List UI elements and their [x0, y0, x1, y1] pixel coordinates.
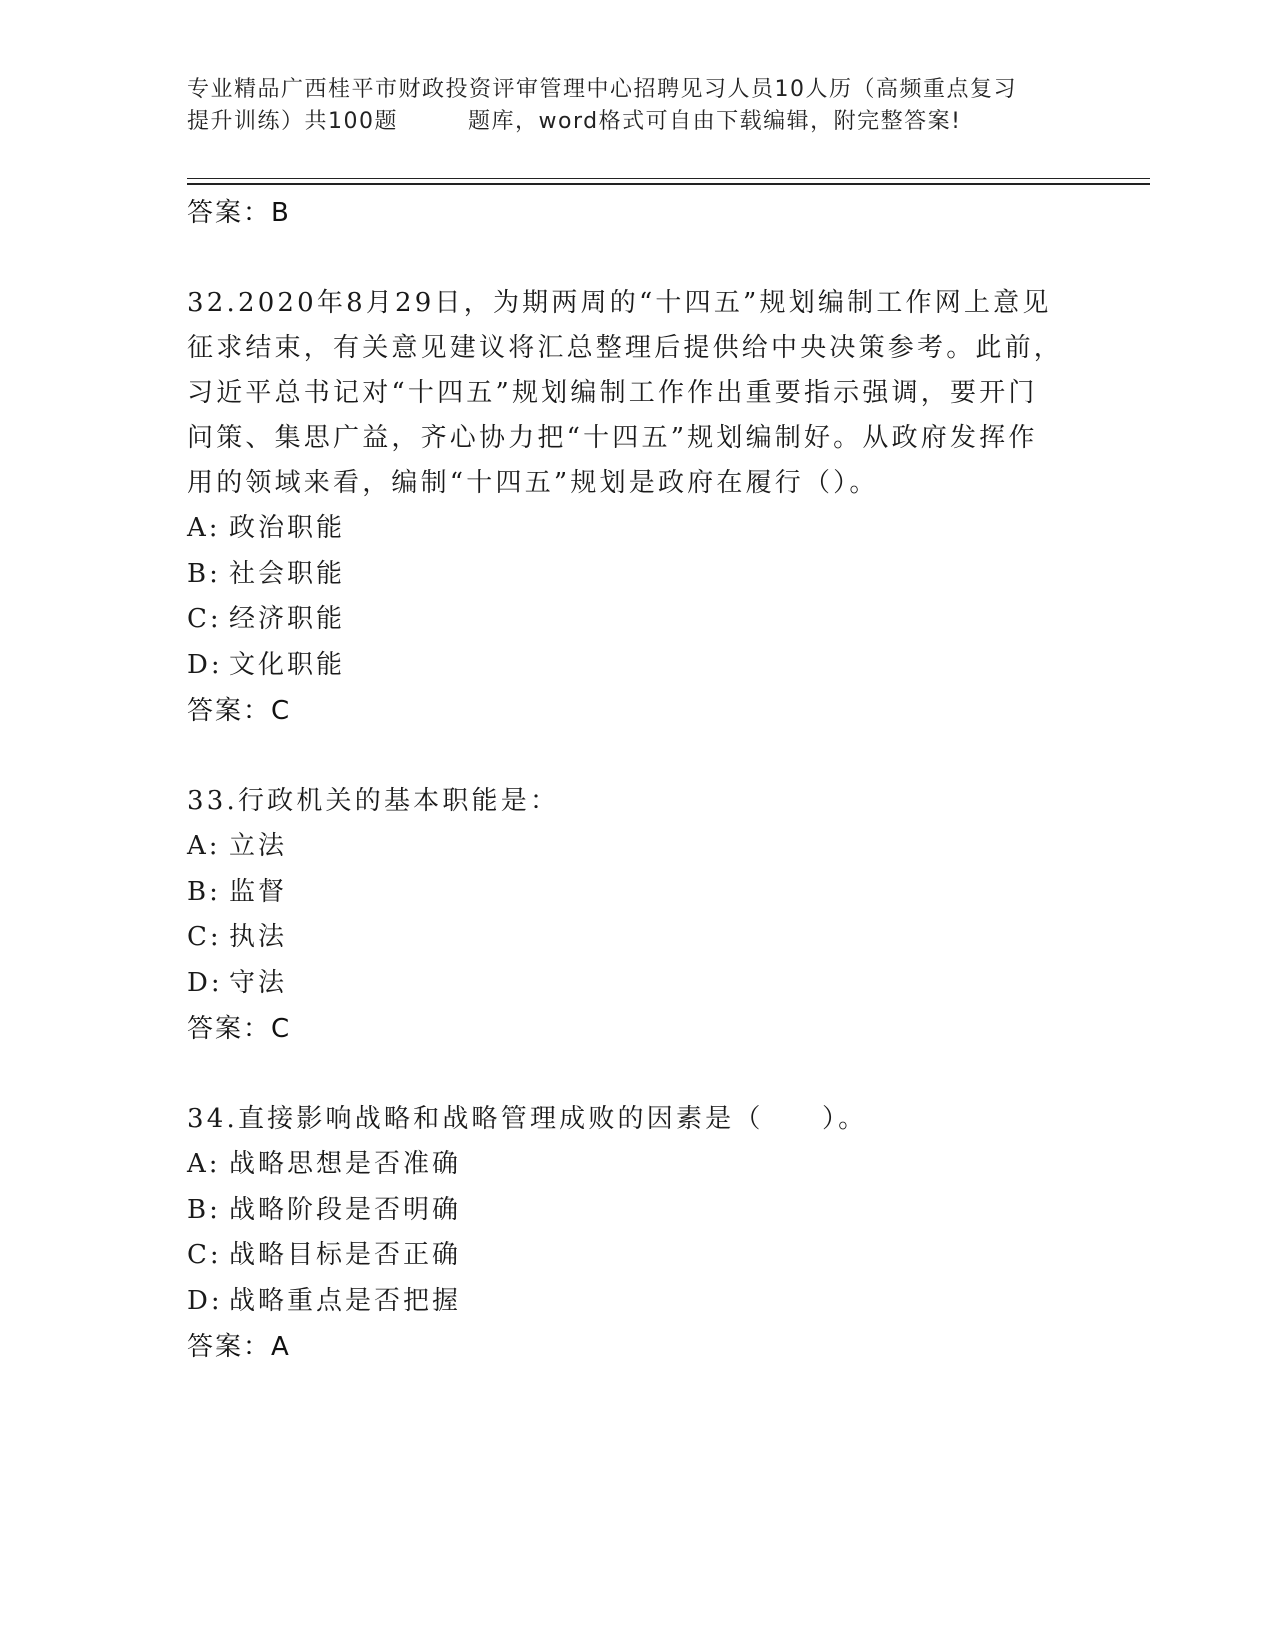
answer: 答案：A	[187, 1332, 291, 1362]
option-key: A:	[187, 513, 221, 543]
block-spacer	[187, 236, 1087, 281]
option-text: 战略目标是否正确	[229, 1240, 462, 1270]
option-key: B:	[187, 1194, 221, 1225]
header-line-2	[187, 106, 1087, 138]
option-a	[187, 1142, 1087, 1188]
option-text: 战略思想是否准确	[229, 1149, 462, 1179]
option-key: B:	[187, 876, 221, 907]
header-divider-thick	[187, 183, 1150, 185]
question-32	[187, 281, 1087, 734]
option-c	[187, 597, 1087, 643]
option-text: 立法	[229, 831, 288, 861]
option-d	[187, 961, 1087, 1007]
option-key: D:	[187, 967, 223, 998]
stem-line: 34.直接影响战略和战略管理成败的因素是（ ）。	[187, 1104, 868, 1134]
option-key: A:	[187, 831, 221, 861]
header-divider-thin	[187, 178, 1150, 179]
option-a	[187, 824, 1087, 870]
option-text: 文化职能	[229, 649, 346, 680]
option-key: C:	[187, 604, 222, 634]
option-d	[187, 643, 1087, 689]
question-stem	[187, 779, 1087, 824]
stem-line: 习近平总书记对“十四五”规划编制工作作出重要指示强调，要开门	[187, 378, 1038, 408]
option-key: C:	[187, 922, 222, 952]
option-text: 战略阶段是否明确	[229, 1194, 462, 1225]
option-d	[187, 1279, 1087, 1325]
stem-line: 33.行政机关的基本职能是：	[187, 786, 560, 816]
header-line-1: 专业精品广西桂平市财政投资评审管理中心招聘见习人员10人历（高频重点复习	[187, 77, 1017, 102]
option-key: B:	[187, 558, 221, 589]
answer: 答案：C	[187, 696, 292, 726]
option-b	[187, 552, 1087, 598]
option-key: D:	[187, 649, 223, 680]
option-text: 经济职能	[229, 604, 346, 634]
question-33	[187, 779, 1087, 1052]
option-c	[187, 915, 1087, 961]
block-spacer	[187, 734, 1087, 779]
option-text: 社会职能	[229, 558, 346, 589]
option-text: 监督	[229, 876, 288, 907]
option-b	[187, 870, 1087, 916]
stem-line: 32.2020年8月29日，为期两周的“十四五”规划编制工作网上意见	[187, 288, 1052, 318]
option-key: C:	[187, 1240, 222, 1270]
option-text: 守法	[229, 967, 288, 998]
stem-line: 征求结束，有关意见建议将汇总整理后提供给中央决策参考。此前，	[187, 333, 1064, 363]
option-text: 战略重点是否把握	[229, 1285, 462, 1316]
header-line-2-b: 题库，word格式可自由下载编辑，附完整答案!	[468, 109, 962, 134]
option-key: D:	[187, 1285, 223, 1316]
previous-answer: 答案：B	[187, 198, 291, 228]
option-a	[187, 506, 1087, 552]
option-text: 政治职能	[229, 513, 346, 543]
option-b	[187, 1188, 1087, 1234]
document-header	[187, 74, 1087, 138]
question-34	[187, 1097, 1087, 1370]
block-spacer	[187, 1052, 1087, 1097]
stem-line: 问策、集思广益，齐心协力把“十四五”规划编制好。从政府发挥作	[187, 423, 1038, 453]
question-stem	[187, 281, 1087, 506]
stem-line: 用的领域来看，编制“十四五”规划是政府在履行（）。	[187, 468, 879, 498]
option-key: A:	[187, 1149, 221, 1179]
option-c	[187, 1233, 1087, 1279]
question-stem	[187, 1097, 1087, 1142]
document-body	[187, 190, 1087, 1370]
header-line-2-a: 提升训练）共100题	[187, 109, 398, 134]
option-text: 执法	[229, 922, 288, 952]
answer: 答案：C	[187, 1014, 292, 1044]
